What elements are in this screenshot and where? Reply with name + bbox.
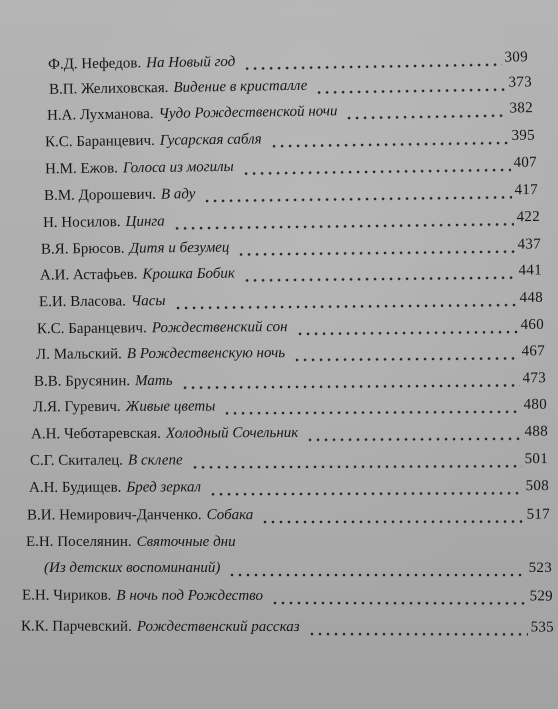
toc-page-number: 309 [504, 49, 529, 66]
toc-author: С.Г. Скиталец. [29, 452, 124, 469]
toc-page-number: 517 [526, 506, 551, 523]
toc-title: В склепе [127, 452, 183, 469]
toc-entry [44, 181, 538, 205]
toc-page-number: 407 [513, 154, 538, 171]
dot-leader [261, 510, 523, 524]
toc-page-number: 529 [529, 588, 554, 605]
toc-title: Живые цветы [125, 398, 216, 415]
toc-title: Часы [130, 293, 166, 310]
toc-author: Н.А. Лухманова. [46, 106, 154, 124]
toc-title: В ночь под Рождество [116, 587, 264, 604]
toc-page-number: 422 [516, 208, 541, 226]
dot-leader [315, 78, 505, 95]
dot-leader [228, 563, 525, 577]
toc-page-number: 488 [524, 423, 549, 440]
toc-page-number: 441 [518, 262, 543, 279]
toc-title: Рождественский сон [151, 319, 288, 337]
toc-author: В.И. Немирович-Данченко. [26, 507, 202, 524]
toc-title: Собака [206, 507, 254, 524]
toc-entry [33, 396, 547, 417]
toc-entry [30, 450, 548, 470]
toc-title: Крошка Бобик [142, 265, 235, 283]
toc-entry [45, 154, 537, 179]
toc-page-number: 460 [520, 316, 545, 333]
toc-entry [43, 208, 540, 232]
dot-leader [191, 454, 522, 469]
toc-title: Холодный Сочельник [165, 424, 299, 442]
toc-page-number: 448 [519, 289, 544, 307]
toc-author: Л.Я. Гуревич. [32, 398, 121, 416]
toc-author: Е.Н. Чириков. [21, 587, 112, 604]
toc-author: Ф.Д. Нефедов. [47, 55, 142, 73]
toc-page-number: 382 [509, 100, 534, 117]
toc-entry [34, 369, 546, 391]
toc-page-number: 373 [508, 74, 533, 91]
dot-leader [209, 481, 523, 496]
toc-author: К.С. Баранцевич. [36, 320, 147, 338]
toc-title: Бред зеркал [126, 479, 202, 496]
dot-leader [270, 131, 509, 148]
toc-title: Мать [135, 372, 173, 390]
toc-title: Святочные дни [136, 534, 236, 550]
toc-page-number: 417 [514, 181, 539, 199]
toc-author: В.М. Дорошевич. [43, 186, 157, 205]
dot-leader [295, 320, 517, 336]
toc-author: К.С. Баранцевич. [44, 132, 155, 151]
dot-leader [271, 591, 527, 605]
toc-title: Чудо Рождественской ночи [158, 103, 338, 123]
toc-page-number: 501 [524, 451, 549, 468]
toc-title: На Новый год [146, 53, 236, 72]
toc-title: Рождественский рассказ [136, 618, 300, 636]
toc-author: В.П. Желиховская. [48, 79, 169, 98]
toc-title: Гусарская сабля [159, 131, 262, 149]
toc-entry [47, 99, 533, 125]
dot-leader [306, 427, 521, 442]
toc-author: Н.М. Ежов. [44, 160, 119, 178]
toc-entry [37, 316, 544, 338]
toc-entry [40, 261, 542, 284]
toc-entry [48, 48, 528, 74]
toc-entry-continuation [44, 559, 552, 577]
dot-leader [345, 104, 506, 121]
toc-author: Е.Н. Поселянин. [26, 534, 132, 550]
dot-leader [237, 240, 514, 257]
toc-page-number: 395 [511, 127, 536, 144]
toc-entry [22, 587, 553, 606]
toc-entry [36, 342, 545, 364]
toc-entry [41, 235, 541, 258]
toc-title: Дитя и безумец [129, 239, 230, 257]
toc-title: Голоса из могилы [122, 158, 234, 177]
toc-entry [29, 477, 549, 497]
toc-author: К.К. Парчевский. [20, 618, 132, 635]
toc-author: В.В. Брусянин. [33, 373, 131, 390]
toc-entry [45, 127, 535, 152]
dot-leader [242, 158, 511, 176]
dot-leader [223, 400, 520, 416]
toc-entry [26, 533, 551, 551]
toc-author: Е.И. Власова. [38, 293, 126, 311]
toc-title: В Рождественскую ночь [126, 345, 286, 363]
dot-leader [293, 346, 519, 362]
dot-leader [173, 293, 516, 310]
toc-page-number: 535 [530, 619, 555, 636]
toc-page-number: 473 [522, 370, 547, 387]
toc-author: В.Я. Брюсов. [40, 240, 125, 258]
dot-leader [243, 266, 516, 283]
toc-author: А.Н. Будищев. [28, 479, 122, 496]
dot-leader [203, 185, 511, 203]
toc-page-number: 437 [517, 236, 542, 253]
toc-title-continuation: (Из детских воспоминаний) [44, 560, 221, 576]
dot-leader [180, 373, 519, 389]
toc-page-number: 523 [528, 560, 552, 576]
toc-entry [49, 73, 532, 99]
toc-author: Н. Носилов. [42, 214, 121, 232]
toc-page-number: 480 [523, 396, 548, 413]
dot-leader [173, 212, 514, 230]
toc-title: Цинга [125, 213, 165, 231]
dot-leader [243, 53, 502, 71]
toc-entry [39, 289, 543, 311]
toc-page-number: 508 [525, 478, 550, 495]
toc-author: Л. Мальский. [35, 346, 122, 363]
toc-author: А.Н. Чеботаревская. [30, 425, 161, 443]
toc-page-number: 467 [521, 343, 546, 360]
toc-entry [21, 618, 554, 637]
toc-author: А.И. Астафьев. [39, 266, 138, 284]
toc-entry [27, 506, 550, 525]
toc-title: В аду [160, 186, 196, 203]
toc-entry [31, 423, 548, 444]
dot-leader [308, 622, 528, 636]
toc-title: Видение в кристалле [173, 77, 308, 96]
